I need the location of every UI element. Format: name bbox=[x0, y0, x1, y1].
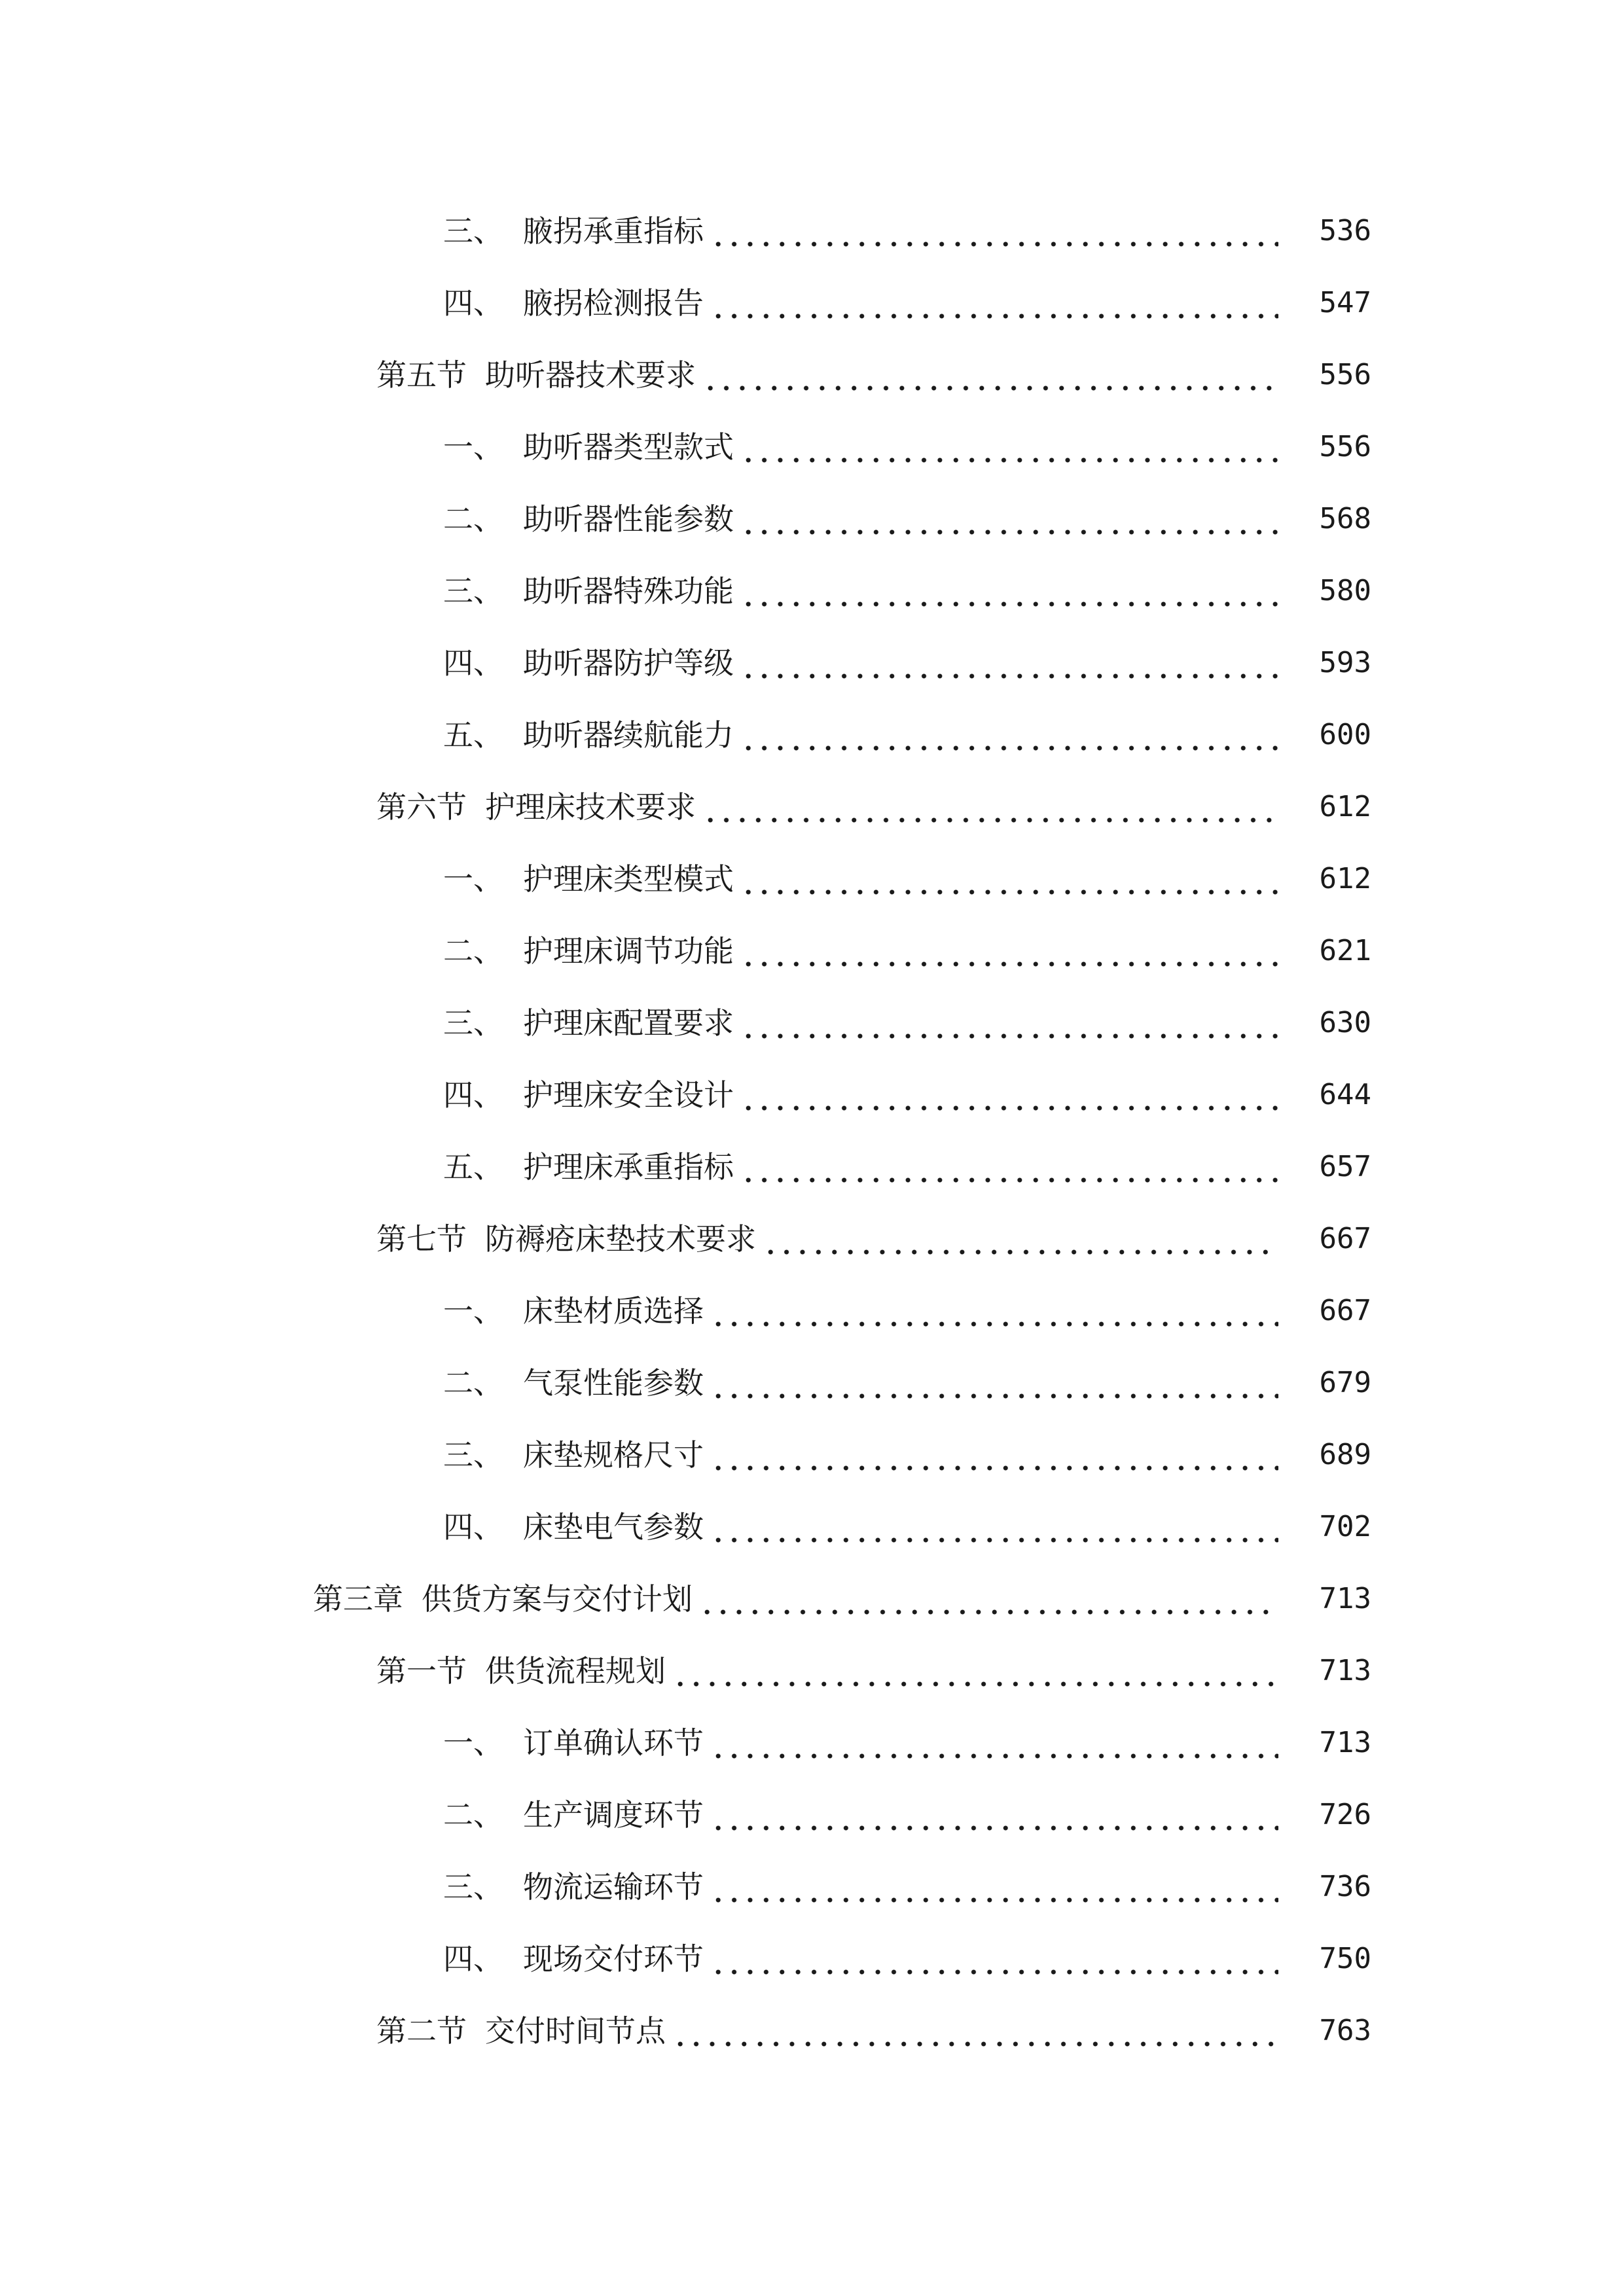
toc-entry-title: 助听器技术要求 bbox=[485, 357, 696, 393]
toc-entry-number: 二、 bbox=[443, 501, 503, 537]
toc-entry[interactable] bbox=[0, 195, 1624, 267]
toc-entry-title: 护理床类型模式 bbox=[523, 861, 734, 897]
dot-leader bbox=[710, 1435, 1278, 1475]
dot-leader bbox=[740, 571, 1278, 611]
toc-entry-title: 供货方案与交付计划 bbox=[422, 1581, 693, 1617]
toc-entry-title: 助听器特殊功能 bbox=[523, 573, 734, 609]
toc-entry-title: 交付时间节点 bbox=[485, 2013, 666, 2049]
toc-entry-page: 667 bbox=[1319, 1222, 1371, 1255]
toc-entry[interactable] bbox=[0, 987, 1624, 1059]
toc-entry-title: 床垫规格尺寸 bbox=[523, 1437, 704, 1473]
toc-entry-title: 护理床技术要求 bbox=[485, 789, 696, 825]
toc-entry[interactable] bbox=[0, 1635, 1624, 1707]
toc-entry-page: 612 bbox=[1319, 790, 1371, 823]
toc-entry-number: 三、 bbox=[443, 213, 503, 249]
toc-entry-number: 第一节 bbox=[376, 1653, 467, 1689]
toc-entry-title: 助听器续航能力 bbox=[523, 717, 734, 753]
toc-entry-title: 供货流程规划 bbox=[485, 1653, 666, 1689]
toc-entry-page: 713 bbox=[1319, 1654, 1371, 1687]
toc-entry-number: 第二节 bbox=[376, 2013, 467, 2049]
toc-entry[interactable] bbox=[0, 555, 1624, 627]
dot-leader bbox=[710, 1363, 1278, 1403]
toc-entry-number: 二、 bbox=[443, 1797, 503, 1833]
toc-entry-page: 667 bbox=[1319, 1294, 1371, 1327]
dot-leader bbox=[740, 643, 1278, 683]
toc-entry-title: 助听器防护等级 bbox=[523, 645, 734, 681]
dot-leader bbox=[740, 859, 1278, 899]
toc-entry[interactable] bbox=[0, 843, 1624, 915]
dot-leader bbox=[710, 283, 1278, 323]
toc-entry-title: 床垫电气参数 bbox=[523, 1509, 704, 1545]
toc-entry-title: 助听器类型款式 bbox=[523, 429, 734, 465]
dot-leader bbox=[710, 1507, 1278, 1547]
toc-entry-title: 护理床承重指标 bbox=[523, 1149, 734, 1185]
toc-entry-title: 护理床调节功能 bbox=[523, 933, 734, 969]
toc-entry[interactable] bbox=[0, 1203, 1624, 1275]
toc-entry-number: 三、 bbox=[443, 1869, 503, 1905]
toc-entry-page: 713 bbox=[1319, 1726, 1371, 1759]
toc-entry-number: 四、 bbox=[443, 645, 503, 681]
toc-entry[interactable] bbox=[0, 1347, 1624, 1419]
dot-leader bbox=[702, 355, 1278, 395]
toc-entry[interactable] bbox=[0, 1419, 1624, 1491]
toc-entry[interactable] bbox=[0, 1779, 1624, 1851]
toc-entry-number: 一、 bbox=[443, 429, 503, 465]
toc-entry[interactable] bbox=[0, 267, 1624, 339]
toc-entry-number: 五、 bbox=[443, 717, 503, 753]
toc-entry-number: 一、 bbox=[443, 861, 503, 897]
toc-entry[interactable] bbox=[0, 915, 1624, 987]
toc-entry[interactable] bbox=[0, 627, 1624, 699]
toc-entry-title: 气泵性能参数 bbox=[523, 1365, 704, 1401]
toc-entry-title: 物流运输环节 bbox=[523, 1869, 704, 1905]
dot-leader bbox=[710, 1723, 1278, 1763]
toc-entry-page: 580 bbox=[1319, 574, 1371, 607]
toc-entry-number: 第六节 bbox=[376, 789, 467, 825]
toc-entry-number: 三、 bbox=[443, 573, 503, 609]
dot-leader bbox=[710, 1867, 1278, 1907]
toc-entry-number: 二、 bbox=[443, 1365, 503, 1401]
toc-entry-number: 第七节 bbox=[376, 1221, 467, 1257]
toc-entry[interactable] bbox=[0, 1275, 1624, 1347]
dot-leader bbox=[672, 2011, 1278, 2051]
toc-entry-number: 三、 bbox=[443, 1437, 503, 1473]
toc-entry-page: 556 bbox=[1319, 358, 1371, 391]
toc-entry[interactable] bbox=[0, 1851, 1624, 1923]
toc-entry-page: 702 bbox=[1319, 1510, 1371, 1543]
dot-leader bbox=[740, 499, 1278, 539]
toc-entry-page: 679 bbox=[1319, 1366, 1371, 1399]
toc-entry-page: 689 bbox=[1319, 1438, 1371, 1471]
toc-entry[interactable] bbox=[0, 483, 1624, 555]
toc-entry-title: 生产调度环节 bbox=[523, 1797, 704, 1833]
toc-entry-page: 726 bbox=[1319, 1798, 1371, 1831]
toc-entry[interactable] bbox=[0, 411, 1624, 483]
toc-entry-page: 568 bbox=[1319, 502, 1371, 535]
toc-entry[interactable] bbox=[0, 1491, 1624, 1563]
toc-entry[interactable] bbox=[0, 1131, 1624, 1203]
toc-entry[interactable] bbox=[0, 1059, 1624, 1131]
dot-leader bbox=[763, 1219, 1278, 1259]
toc-entry-page: 750 bbox=[1319, 1942, 1371, 1975]
toc-entry[interactable] bbox=[0, 1563, 1624, 1635]
toc-entry-title: 护理床配置要求 bbox=[523, 1005, 734, 1041]
toc-entry[interactable] bbox=[0, 1995, 1624, 2067]
toc-entry-title: 助听器性能参数 bbox=[523, 501, 734, 537]
toc-entry-title: 腋拐检测报告 bbox=[523, 285, 704, 321]
dot-leader bbox=[702, 787, 1278, 827]
toc-entry-number: 第三章 bbox=[313, 1581, 403, 1617]
toc-entry-page: 657 bbox=[1319, 1150, 1371, 1183]
dot-leader bbox=[710, 1939, 1278, 1979]
toc-entry[interactable] bbox=[0, 1707, 1624, 1779]
dot-leader bbox=[740, 1147, 1278, 1187]
toc-entry-title: 订单确认环节 bbox=[523, 1725, 704, 1761]
toc-entry-number: 一、 bbox=[443, 1293, 503, 1329]
dot-leader bbox=[740, 1075, 1278, 1115]
table-of-contents bbox=[0, 195, 1624, 2067]
dot-leader bbox=[740, 931, 1278, 971]
toc-entry-page: 630 bbox=[1319, 1006, 1371, 1039]
toc-entry[interactable] bbox=[0, 771, 1624, 843]
toc-entry-page: 644 bbox=[1319, 1078, 1371, 1111]
dot-leader bbox=[699, 1579, 1278, 1619]
toc-entry-page: 763 bbox=[1319, 2014, 1371, 2047]
toc-entry-number: 一、 bbox=[443, 1725, 503, 1761]
toc-entry-number: 四、 bbox=[443, 1509, 503, 1545]
toc-entry-page: 600 bbox=[1319, 718, 1371, 751]
toc-entry-title: 护理床安全设计 bbox=[523, 1077, 734, 1113]
dot-leader bbox=[740, 427, 1278, 467]
dot-leader bbox=[672, 1651, 1278, 1691]
toc-entry-title: 防褥疮床垫技术要求 bbox=[485, 1221, 756, 1257]
toc-entry-page: 593 bbox=[1319, 646, 1371, 679]
toc-entry-title: 现场交付环节 bbox=[523, 1941, 704, 1977]
toc-entry-page: 621 bbox=[1319, 934, 1371, 967]
toc-entry-number: 二、 bbox=[443, 933, 503, 969]
toc-entry[interactable] bbox=[0, 699, 1624, 771]
dot-leader bbox=[740, 715, 1278, 755]
toc-entry-number: 第五节 bbox=[376, 357, 467, 393]
toc-entry-number: 四、 bbox=[443, 285, 503, 321]
toc-entry-number: 三、 bbox=[443, 1005, 503, 1041]
toc-entry-page: 536 bbox=[1319, 214, 1371, 247]
toc-entry-page: 713 bbox=[1319, 1582, 1371, 1615]
toc-entry-number: 四、 bbox=[443, 1941, 503, 1977]
toc-entry-title: 床垫材质选择 bbox=[523, 1293, 704, 1329]
toc-entry[interactable] bbox=[0, 339, 1624, 411]
toc-entry-page: 547 bbox=[1319, 286, 1371, 319]
toc-entry-page: 612 bbox=[1319, 862, 1371, 895]
toc-entry[interactable] bbox=[0, 1923, 1624, 1995]
dot-leader bbox=[710, 211, 1278, 251]
toc-entry-page: 736 bbox=[1319, 1870, 1371, 1903]
dot-leader bbox=[710, 1795, 1278, 1835]
toc-entry-number: 四、 bbox=[443, 1077, 503, 1113]
toc-entry-title: 腋拐承重指标 bbox=[523, 213, 704, 249]
toc-entry-page: 556 bbox=[1319, 430, 1371, 463]
toc-entry-number: 五、 bbox=[443, 1149, 503, 1185]
dot-leader bbox=[740, 1003, 1278, 1043]
dot-leader bbox=[710, 1291, 1278, 1331]
